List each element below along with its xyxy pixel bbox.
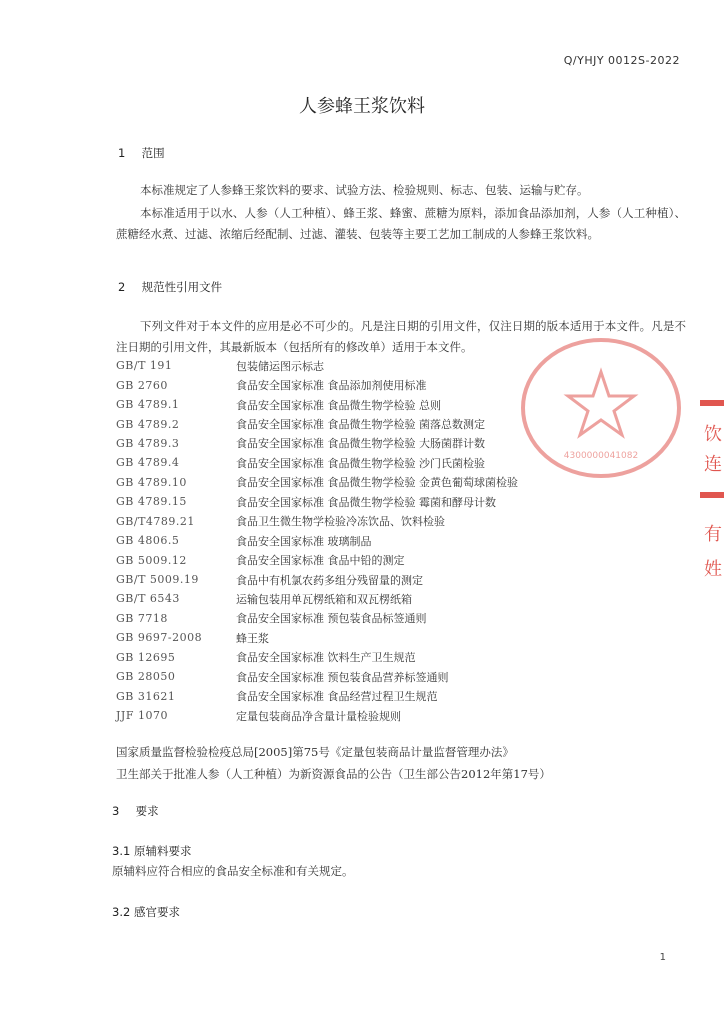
- reference-code: GB/T 191: [116, 359, 173, 373]
- official-seal-stamp: [512, 330, 688, 478]
- reference-title: 食品安全国家标准 预包装食品营养标签通则: [236, 670, 449, 684]
- reference-code: GB 7718: [116, 611, 168, 625]
- reference-title: 食品安全国家标准 食品微生物学检验 金黄色葡萄球菌检验: [236, 476, 518, 490]
- reference-code: GB 4789.1: [116, 398, 180, 412]
- reference-row: [116, 570, 676, 589]
- section-title: 范围: [141, 146, 165, 160]
- reference-title: 食品安全国家标准 食品微生物学检验 大肠菌群计数: [236, 437, 485, 451]
- scope-paragraph-1: 本标准规定了人参蜂王浆饮料的要求、试验方法、检验规则、标志、包装、运输与贮存。: [140, 183, 589, 197]
- svg-text:姓: 姓: [704, 559, 722, 580]
- reference-title: 运输包装用单瓦楞纸箱和双瓦楞纸箱: [236, 592, 412, 606]
- section-2-heading: [118, 279, 222, 295]
- reference-row: [116, 512, 676, 531]
- document-code: Q/YHJY 0012S-2022: [563, 54, 680, 67]
- reference-code: GB 4789.4: [116, 456, 180, 470]
- reference-row: [116, 648, 676, 667]
- svg-text:饮: 饮: [704, 424, 722, 445]
- reference-title: 食品安全国家标准 食品经营过程卫生规范: [236, 690, 438, 704]
- reference-title: 食品安全国家标准 玻璃制品: [236, 534, 372, 548]
- reference-title: 食品安全国家标准 食品中铅的测定: [236, 554, 405, 568]
- reference-code: GB/T 5009.19: [116, 573, 199, 587]
- reference-code: GB 31621: [116, 689, 176, 703]
- section-number: 1: [118, 146, 126, 160]
- section-number: 3: [112, 804, 120, 818]
- svg-text:4300000041082: 4300000041082: [563, 451, 639, 461]
- reference-row: [116, 706, 676, 725]
- section-1-heading: [118, 145, 165, 161]
- reference-title: 食品安全国家标准 饮料生产卫生规范: [236, 651, 416, 665]
- page-number: 1: [659, 952, 666, 963]
- scope-paragraph-2: 本标准适用于以水、人参（人工种植）、蜂王浆、蜂蜜、蔗糖为原料，添加食品添加剂，人参（人工种植）、蔗糖经水煮、过滤、浓缩后经配制、过滤、灌装、包装等主要工艺加工制成的人参蜂王浆饮料。: [116, 206, 686, 241]
- reference-code: GB/T4789.21: [116, 514, 195, 528]
- reference-title: 食品安全国家标准 预包装食品标签通则: [236, 612, 427, 626]
- reference-title: 食品安全国家标准 食品添加剂使用标准: [236, 379, 427, 393]
- reference-row: [116, 531, 676, 550]
- reference-extra-2: 卫生部关于批准人参（人工种植）为新资源食品的公告（卫生部公告2012年第17号）: [116, 767, 551, 781]
- reference-title: 食品安全国家标准 食品微生物学检验 沙门氏菌检验: [236, 456, 485, 470]
- reference-title: 食品中有机氯农药多组分残留量的测定: [236, 573, 423, 587]
- reference-title: 定量包装商品净含量计量检验规则: [236, 709, 401, 723]
- reference-code: GB 12695: [116, 650, 176, 664]
- reference-code: GB 4789.3: [116, 436, 180, 450]
- reference-title: 食品卫生微生物学检验冷冻饮品、饮料检验: [236, 515, 445, 529]
- subsection-3-1-heading: 3.1 原辅料要求: [112, 844, 192, 858]
- reference-row: [116, 609, 676, 628]
- reference-title: 蜂王浆: [236, 631, 269, 645]
- reference-code: GB 5009.12: [116, 553, 187, 567]
- reference-title: 食品安全国家标准 食品微生物学检验 菌落总数测定: [236, 418, 485, 432]
- edge-seal-marks: [698, 400, 724, 610]
- reference-row: [116, 667, 676, 686]
- reference-code: GB 4789.2: [116, 417, 180, 431]
- reference-row: [116, 550, 676, 569]
- reference-code: GB 28050: [116, 670, 176, 684]
- reference-code: JJF 1070: [116, 709, 168, 723]
- reference-title: 食品安全国家标准 食品微生物学检验 霉菌和酵母计数: [236, 495, 496, 509]
- section-3-heading: [112, 803, 159, 819]
- reference-code: GB 9697-2008: [116, 631, 203, 645]
- reference-title: 食品安全国家标准 食品微生物学检验 总则: [236, 398, 441, 412]
- subsection-3-2-heading: 3.2 感官要求: [112, 905, 180, 919]
- section-title: 规范性引用文件: [141, 280, 223, 294]
- reference-title: 包装储运图示标志: [236, 359, 324, 373]
- reference-code: GB/T 6543: [116, 592, 180, 606]
- reference-row: [116, 492, 676, 511]
- references-intro: 下列文件对于本文件的应用是必不可少的。凡是注日期的引用文件，仅注日期的版本适用于本文件。凡是不注日期的引用文件，其最新版本（包括所有的修改单）适用于本文件。: [116, 319, 686, 354]
- reference-code: GB 4789.15: [116, 495, 187, 509]
- section-number: 2: [118, 280, 126, 294]
- section-title: 要求: [135, 804, 159, 818]
- reference-row: [116, 686, 676, 705]
- reference-code: GB 4806.5: [116, 534, 180, 548]
- reference-code: GB 2760: [116, 378, 168, 392]
- reference-row: [116, 628, 676, 647]
- reference-row: [116, 589, 676, 608]
- document-title: 人参蜂王浆饮料: [299, 96, 425, 117]
- subsection-3-1-text: 原辅料应符合相应的食品安全标准和有关规定。: [112, 864, 354, 878]
- reference-code: GB 4789.10: [116, 475, 187, 489]
- svg-text:连: 连: [704, 454, 722, 475]
- svg-text:有: 有: [704, 524, 722, 545]
- reference-extra-1: 国家质量监督检验检疫总局[2005]第75号《定量包装商品计量监督管理办法》: [116, 745, 514, 759]
